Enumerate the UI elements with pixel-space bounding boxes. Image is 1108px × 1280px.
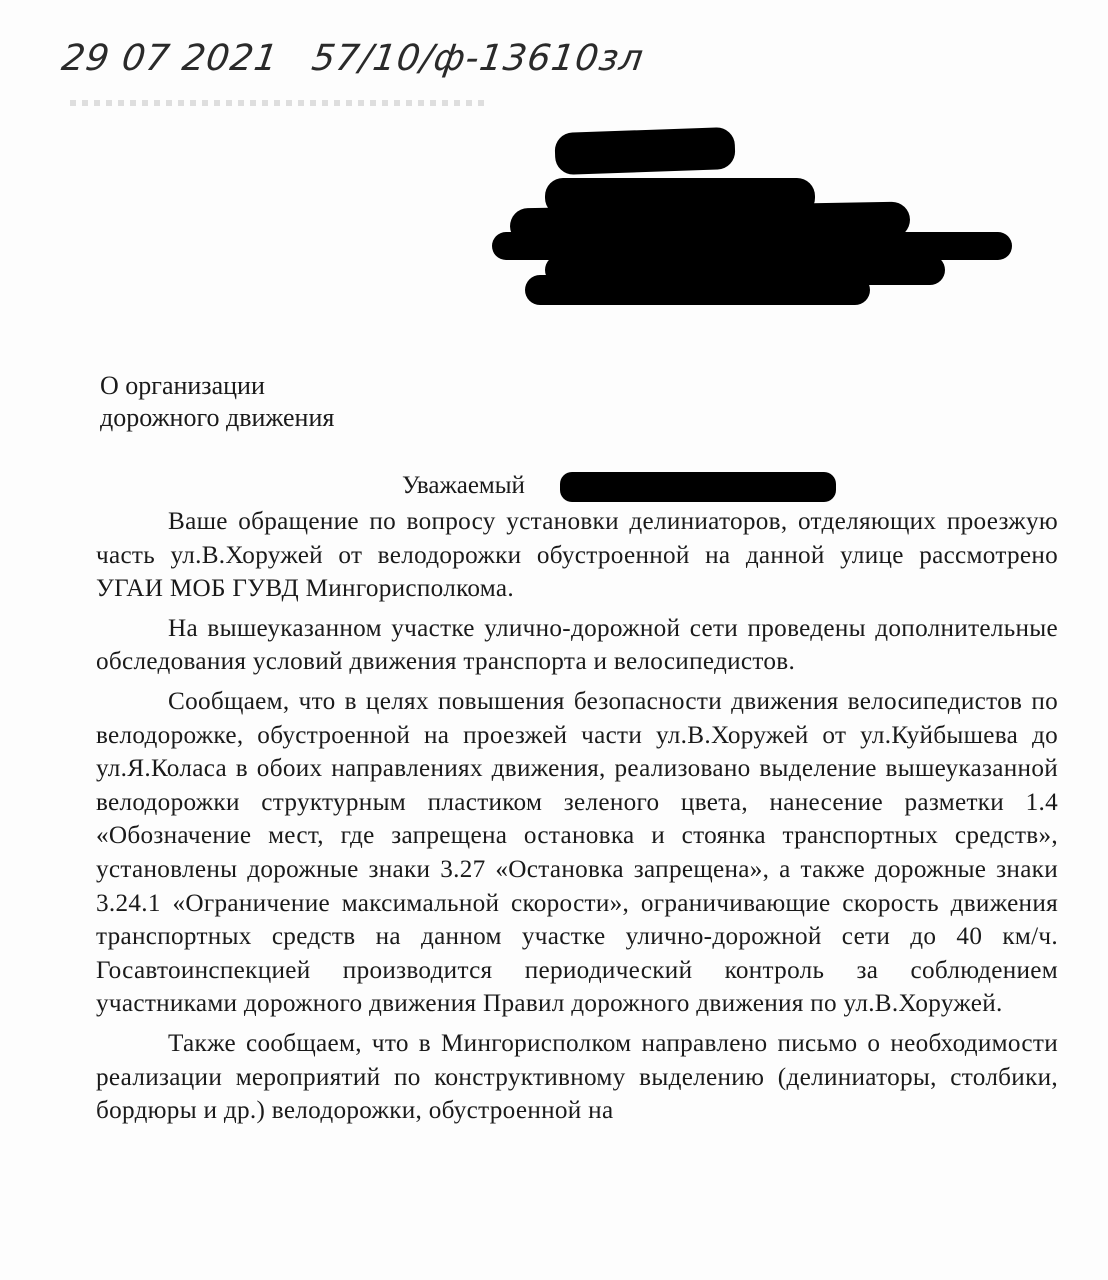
letter-subject [100,370,334,434]
redacted-recipient-name [560,472,836,502]
faint-stamp-line [70,100,490,106]
subject-line-2: дорожного движения [100,403,335,432]
subject-line-1: О организации [100,371,265,400]
greeting-text: Уважаемый [402,472,525,499]
registration-date: 29 07 2021 [59,38,282,79]
registration-stamp-handwritten [59,38,680,79]
paragraph: Также сообщаем, что в Мингорисполком направлено письмо о необходимости реализации мероприятий по конструктивному выделению (делиниаторы, столбики, бордюры и др.) велодорожки, обустроенной на [96,1029,1058,1125]
greeting [402,472,525,500]
paragraph: Ваше обращение по вопросу установки делиниаторов, отделяющих проезжую часть ул.В.Хоружей от велодорожки обустроенной на данной улице рассмотрено УГАИ МОБ ГУВД Мингорисполкома. [96,508,1058,603]
paragraph: На вышеуказанном участке улично-дорожной сети проведены дополнительные обследования условий движения транспорта и велосипедистов. [96,614,1058,676]
paragraph: Сообщаем, что в целях повышения безопасности движения велосипедистов по велодорожке, обустроенной на проезжей части ул.В.Хоружей от ул.Куйбышева до ул.Я.Коласа в обоих направлениях движения, реализовано выделение вышеуказанной велодорожки структурным пластиком зеленого цвета, нанесение разметки 1.4 «Обозначение мест, где запрещена остановка и стоянка транспортных средств», установлены дорожные знаки 3.27 «Остановка запрещена», а также дорожные знаки 3.24.1 «Ограничение максимальной скорости», ограничивающие скорость движения транспортных средств на данном участке улично-дорожной сети до 40 км/ч. Госавтоинспекцией производится периодический контроль за соблюдением участниками дорожного движения Правил дорожного движения по ул.В.Хоружей. [96,687,1058,1018]
registration-number: 57/10/ф-13610зл [309,38,647,79]
letter-body [96,505,1058,1128]
